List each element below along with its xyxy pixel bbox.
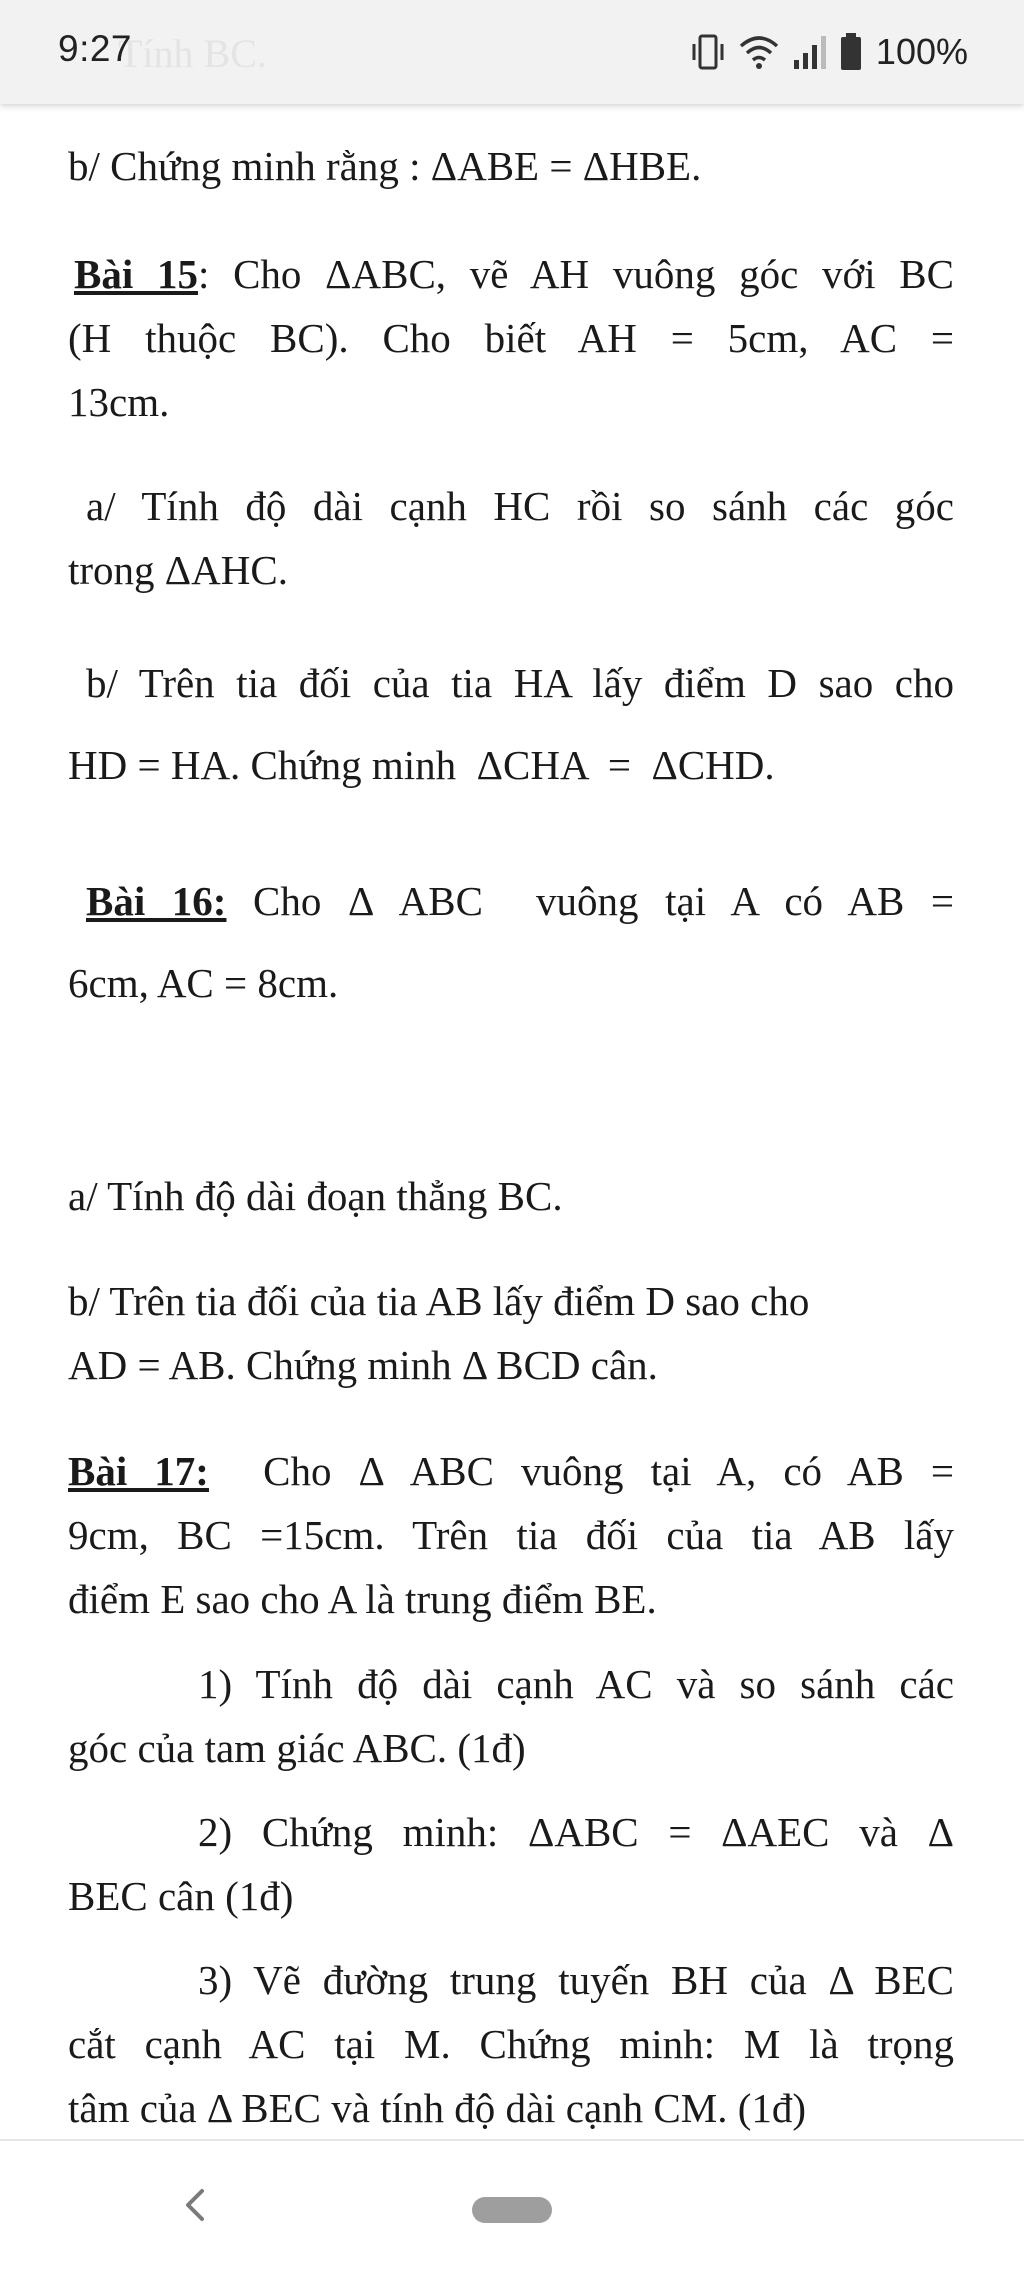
text-line: góc của tam giác ABC. (1đ) [68, 1725, 526, 1771]
battery-icon [840, 32, 862, 72]
text-line: : Cho ΔABC, vẽ AH vuông góc với BC [197, 251, 954, 297]
text-line: b/ Trên tia đối của tia HA lấy điểm D sao cho [86, 660, 954, 706]
status-ghost-text: Tính BC. [118, 31, 267, 76]
text-line: 13cm. [68, 379, 170, 425]
wifi-icon [738, 32, 780, 72]
exercise-17-question-1 [68, 1652, 954, 1780]
exercise-16-part-a [68, 1164, 954, 1228]
text-line: điểm E sao cho A là trung điểm BE. [68, 1576, 657, 1622]
text-line: trong ΔAHC. [68, 547, 288, 593]
exercise-15-part-a [68, 474, 954, 602]
back-button[interactable] [180, 2185, 210, 2225]
text-line: a/ Tính độ dài đoạn thẳng BC. [68, 1173, 563, 1219]
text-line: (H thuộc BC). Cho biết AH = 5cm, AC = [68, 315, 954, 361]
exercise-15 [68, 242, 954, 434]
paragraph-1b [68, 134, 954, 198]
exercise-15-part-b [68, 642, 954, 806]
text-line: tâm của Δ BEC và tính độ dài cạnh CM. (1đ) [68, 2085, 807, 2131]
text-line: AD = AB. Chứng minh Δ BCD cân. [68, 1342, 658, 1388]
exercise-17 [68, 1439, 954, 1631]
text-line: 9cm, BC =15cm. Trên tia đối của tia AB lấy [68, 1512, 954, 1558]
status-time: 9:27 [58, 28, 133, 69]
text-line: Cho Δ ABC vuông tại A có AB = [226, 878, 954, 924]
text-line: a/ Tính độ dài cạnh HC rồi so sánh các góc [86, 483, 954, 529]
home-button[interactable] [472, 2197, 552, 2223]
exercise-15-label: Bài 15 [74, 251, 198, 297]
text-line: 3) Vẽ đường trung tuyến BH của Δ BEC [198, 1957, 954, 2003]
battery-percentage: 100% [875, 31, 968, 72]
exercise-16 [68, 860, 954, 1024]
text-line: 1) Tính độ dài cạnh AC và so sánh các [198, 1661, 954, 1707]
exercise-16-part-b [68, 1269, 954, 1397]
text-line: b/ Chứng minh rằng : ΔABE = ΔHBE. [68, 143, 702, 189]
text-line: BEC cân (1đ) [68, 1873, 294, 1919]
text-line: 6cm, AC = 8cm. [68, 960, 339, 1006]
signal-icon [790, 32, 830, 72]
vibrate-icon [688, 32, 728, 72]
navigation-bar [0, 2139, 1024, 2275]
status-bar [0, 0, 1024, 104]
text-line: HD = HA. Chứng minh ΔCHA = ΔCHD. [68, 742, 775, 788]
text-line: cắt cạnh AC tại M. Chứng minh: M là trọng [68, 2021, 954, 2067]
text-line: b/ Trên tia đối của tia AB lấy điểm D sao cho [68, 1278, 810, 1324]
exercise-17-question-2 [68, 1800, 954, 1928]
text-line: Cho Δ ABC vuông tại A, có AB = [208, 1448, 954, 1494]
exercise-17-question-3 [68, 1948, 954, 2140]
exercise-17-label: Bài 17: [68, 1448, 209, 1494]
chevron-left-icon [180, 2185, 210, 2225]
status-icons [688, 30, 968, 74]
text-line: 2) Chứng minh: ΔABC = ΔAEC và Δ [198, 1809, 954, 1855]
exercise-16-label: Bài 16: [86, 878, 227, 924]
